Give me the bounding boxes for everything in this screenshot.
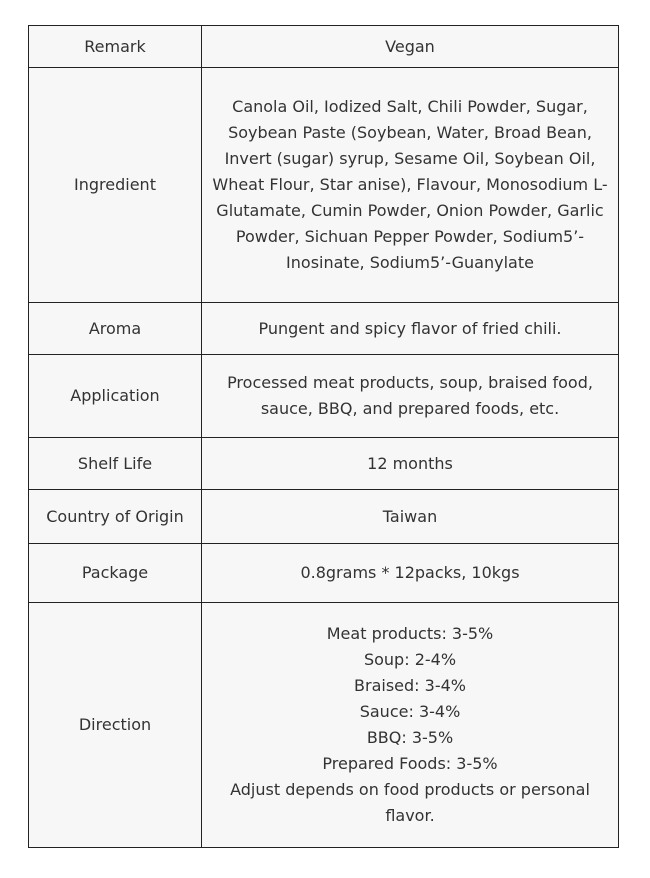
value-line: Inosinate, Sodium5’-Guanylate [286,253,534,272]
row-label-direction: Direction [29,603,202,848]
value-line: flavor. [385,806,435,825]
value-line: 0.8grams * 12packs, 10kgs [300,563,520,582]
row-label-package: Package [29,544,202,603]
value-line: 12 months [367,453,453,473]
row-value-remark [202,26,619,68]
value-line: Sauce: 3-4% [359,702,461,721]
table-row [29,603,619,848]
value-line: Vegan [385,36,435,56]
value-line: Glutamate, Cumin Powder, Onion Powder, Garlic [216,201,604,220]
row-label-country-of-origin: Country of Origin [29,490,202,544]
row-label-ingredient: Ingredient [29,68,202,303]
value-line: Powder, Sichuan Pepper Powder, Sodium5’- [235,227,585,246]
value-line: Invert (sugar) syrup, Sesame Oil, Soybean Oil, [224,149,596,168]
value-line: Soybean Paste (Soybean, Water, Broad Bean, [228,123,592,142]
row-value-shelf-life [202,438,619,490]
table-row [29,26,619,68]
value-line: Adjust depends on food products or personal [230,780,590,799]
value-line: sauce, BBQ, and prepared foods, etc. [260,399,560,418]
table-row [29,355,619,438]
table-row [29,544,619,603]
value-line: Taiwan [382,506,438,526]
value-line: Canola Oil, Iodized Salt, Chili Powder, Sugar, [232,97,588,116]
row-label-remark: Remark [29,26,202,68]
table-row [29,68,619,303]
value-line: Processed meat products, soup, braised food, [227,373,593,392]
row-label-shelf-life: Shelf Life [29,438,202,490]
value-line: Meat products: 3-5% [326,624,494,643]
table-row [29,438,619,490]
table-row [29,303,619,355]
row-value-ingredient [202,68,619,303]
row-value-application [202,355,619,438]
value-line: Braised: 3-4% [354,676,466,695]
value-line: Soup: 2-4% [363,650,457,669]
row-value-direction [202,603,619,848]
table-row [29,490,619,544]
value-line: Pungent and spicy flavor of fried chili. [258,318,562,338]
row-label-application: Application [29,355,202,438]
spec-table [28,25,619,848]
row-value-country-of-origin [202,490,619,544]
value-line: Wheat Flour, Star anise), Flavour, Monosodium L- [212,175,608,194]
value-line: BBQ: 3-5% [366,728,454,747]
row-value-aroma [202,303,619,355]
value-line: Prepared Foods: 3-5% [322,754,498,773]
row-value-package [202,544,619,603]
row-label-aroma: Aroma [29,303,202,355]
